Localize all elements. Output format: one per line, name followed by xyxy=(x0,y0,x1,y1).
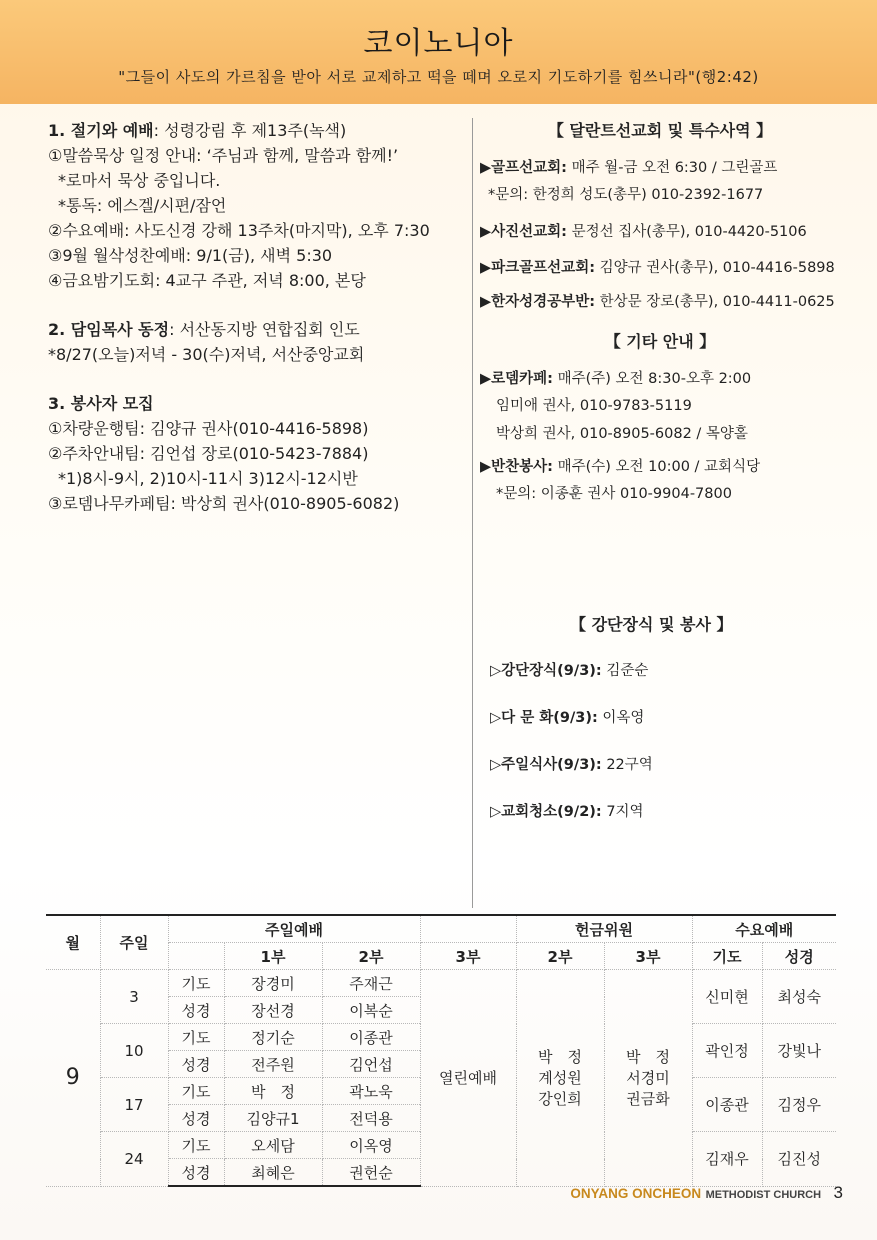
info-line: ②주차안내팀: 김언섭 장로(010-5423-7884) xyxy=(48,444,369,463)
name-cell: 김양규1 xyxy=(224,1105,322,1132)
section-worship xyxy=(48,118,468,293)
info-line: *통독: 에스겔/시편/잠언 xyxy=(58,196,227,215)
golf-sub: *문의: 한정희 성도(총무) 010-2392-1677 xyxy=(488,187,764,203)
page-number: 3 xyxy=(833,1183,843,1202)
decoration-row xyxy=(490,659,850,706)
header-pray: 기도 xyxy=(692,943,762,970)
offering-2bu-cell: 박 정 계성원 강인희 xyxy=(516,970,604,1187)
info-line: *8/27(오늘)저녁 - 30(수)저녁, 서산중앙교회 xyxy=(48,345,365,364)
week-cell: 24 xyxy=(100,1132,168,1187)
church-name: ONYANG ONCHEON xyxy=(570,1186,702,1201)
item-label: ▶반찬봉사: xyxy=(480,459,553,475)
decoration-section xyxy=(490,612,850,847)
name-cell: 이옥영 xyxy=(322,1132,420,1159)
week-cell: 10 xyxy=(100,1024,168,1078)
role-cell: 성경 xyxy=(168,997,224,1024)
info-line: ①차량운행팀: 김양규 권사(010-4416-5898) xyxy=(48,419,369,438)
section-pastor xyxy=(48,317,468,367)
info-line: *로마서 묵상 중입니다. xyxy=(58,171,221,190)
row-label: ▷교회청소(9/2): xyxy=(490,804,602,820)
wed-bible-cell: 김진성 xyxy=(762,1132,836,1187)
row-label: ▷강단장식(9/3): xyxy=(490,663,602,679)
name-cell: 주재근 xyxy=(322,970,420,997)
row-value: 김준순 xyxy=(601,663,649,679)
decoration-row xyxy=(490,800,850,847)
header-offering: 헌금위원 xyxy=(516,915,692,943)
parkgolf-item xyxy=(480,255,840,281)
row-value: 7지역 xyxy=(601,804,644,820)
wed-pray-cell: 이종관 xyxy=(692,1078,762,1132)
right-column xyxy=(480,118,840,508)
info-line: ③9월 월삭성찬예배: 9/1(금), 새벽 5:30 xyxy=(48,246,333,265)
name-cell: 전주원 xyxy=(224,1051,322,1078)
item-text: 한상문 장로(총무), 010-4411-0625 xyxy=(595,294,835,310)
role-cell: 기도 xyxy=(168,970,224,997)
section-title-rest: : 서산동지방 연합집회 인도 xyxy=(169,320,360,339)
decoration-title: 【 강단장식 및 봉사 】 xyxy=(570,615,733,634)
info-line: ①말씀묵상 일정 안내: ‘주님과 함께, 말씀과 함께!’ xyxy=(48,146,399,165)
hanja-item xyxy=(480,289,840,315)
role-cell: 성경 xyxy=(168,1159,224,1187)
item-label: ▶사진선교회: xyxy=(480,224,567,240)
row-label: ▷주일식사(9/3): xyxy=(490,757,602,773)
header-sunday-service: 주일예배 xyxy=(168,915,420,943)
column-divider xyxy=(472,118,473,908)
golf-item xyxy=(480,155,840,181)
page-title: 코이노니아 xyxy=(363,26,514,61)
wed-bible-cell: 강빛나 xyxy=(762,1024,836,1078)
header-2bu: 2부 xyxy=(322,943,420,970)
row-label: ▷다 문 화(9/3): xyxy=(490,710,598,726)
row-value: 22구역 xyxy=(601,757,653,773)
header-blank xyxy=(420,915,516,943)
cafe-sub: 임미애 권사, 010-9783-5119 xyxy=(496,398,692,414)
name-cell: 장선경 xyxy=(224,997,322,1024)
page-header xyxy=(0,0,877,104)
church-type: METHODIST CHURCH xyxy=(705,1189,822,1201)
header-month: 월 xyxy=(46,915,100,970)
item-text: 매주(수) 오전 10:00 / 교회식당 xyxy=(552,459,761,475)
decoration-row xyxy=(490,753,850,800)
month-cell: 9 xyxy=(46,970,100,1187)
cafe-item xyxy=(480,366,840,392)
header-1bu: 1부 xyxy=(224,943,322,970)
info-line: ②수요예배: 사도신경 강해 13주차(마지막), 오후 7:30 xyxy=(48,221,430,240)
info-line: *1)8시-9시, 2)10시-11시 3)12시-12시반 xyxy=(58,469,358,488)
left-column xyxy=(48,118,468,540)
sidedish-sub: *문의: 이종훈 권사 010-9904-7800 xyxy=(496,486,732,502)
item-label: ▶로뎀카페: xyxy=(480,371,553,387)
header-blank xyxy=(168,943,224,970)
name-cell: 최혜은 xyxy=(224,1159,322,1187)
header-offering-3bu: 3부 xyxy=(604,943,692,970)
page-footer xyxy=(570,1183,843,1203)
header-verse: "그들이 사도의 가르침을 받아 서로 교제하고 떡을 떼며 오로지 기도하기를 힘쓰니라"(행2:42) xyxy=(118,68,759,86)
week-cell: 3 xyxy=(100,970,168,1024)
name-cell: 이복순 xyxy=(322,997,420,1024)
offering-3bu-cell: 박 정 서경미 권금화 xyxy=(604,970,692,1187)
sidedish-item xyxy=(480,454,840,480)
header-3bu: 3부 xyxy=(420,943,516,970)
section-title: 2. 담임목사 동정 xyxy=(48,320,170,339)
info-line: ③로뎀나무카페팀: 박상희 권사(010-8905-6082) xyxy=(48,494,400,513)
item-label: ▶한자성경공부반: xyxy=(480,294,595,310)
header-wednesday: 수요예배 xyxy=(692,915,836,943)
wed-bible-cell: 최성숙 xyxy=(762,970,836,1024)
name-cell: 김언섭 xyxy=(322,1051,420,1078)
role-cell: 성경 xyxy=(168,1051,224,1078)
etc-title: 【 기타 안내 】 xyxy=(604,332,716,351)
decoration-row xyxy=(490,706,850,753)
wed-pray-cell: 김재우 xyxy=(692,1132,762,1187)
third-service-cell: 열린예배 xyxy=(420,970,516,1187)
name-cell: 박 정 xyxy=(224,1078,322,1105)
name-cell: 전덕용 xyxy=(322,1105,420,1132)
name-cell: 오세담 xyxy=(224,1132,322,1159)
section-title-rest: : 성령강림 후 제13주(녹색) xyxy=(153,121,347,140)
role-cell: 성경 xyxy=(168,1105,224,1132)
header-offering-2bu: 2부 xyxy=(516,943,604,970)
mission-title: 【 달란트선교회 및 특수사역 】 xyxy=(547,121,773,140)
role-cell: 기도 xyxy=(168,1078,224,1105)
item-text: 매주(주) 오전 8:30-오후 2:00 xyxy=(552,371,752,387)
cafe-sub: 박상희 권사, 010-8905-6082 / 목양홀 xyxy=(496,426,748,442)
item-text: 문정선 집사(총무), 010-4420-5106 xyxy=(566,224,807,240)
item-label: ▶파크골프선교회: xyxy=(480,260,595,276)
section-title: 3. 봉사자 모집 xyxy=(48,394,154,413)
photo-item xyxy=(480,219,840,245)
wed-pray-cell: 곽인정 xyxy=(692,1024,762,1078)
item-text: 매주 월-금 오전 6:30 / 그린골프 xyxy=(566,160,778,176)
name-cell: 장경미 xyxy=(224,970,322,997)
section-volunteers xyxy=(48,391,468,516)
header-bible: 성경 xyxy=(762,943,836,970)
role-cell: 기도 xyxy=(168,1024,224,1051)
wed-bible-cell: 김정우 xyxy=(762,1078,836,1132)
name-cell: 이종관 xyxy=(322,1024,420,1051)
role-cell: 기도 xyxy=(168,1132,224,1159)
name-cell: 권헌순 xyxy=(322,1159,420,1187)
item-text: 김양규 권사(총무), 010-4416-5898 xyxy=(595,260,835,276)
row-value: 이옥영 xyxy=(597,710,645,726)
schedule-table xyxy=(46,914,836,1187)
wed-pray-cell: 신미현 xyxy=(692,970,762,1024)
name-cell: 정기순 xyxy=(224,1024,322,1051)
section-title: 1. 절기와 예배 xyxy=(48,121,154,140)
name-cell: 곽노욱 xyxy=(322,1078,420,1105)
item-label: ▶골프선교회: xyxy=(480,160,567,176)
week-cell: 17 xyxy=(100,1078,168,1132)
info-line: ④금요밤기도회: 4교구 주관, 저녁 8:00, 본당 xyxy=(48,271,366,290)
header-week: 주일 xyxy=(100,915,168,970)
